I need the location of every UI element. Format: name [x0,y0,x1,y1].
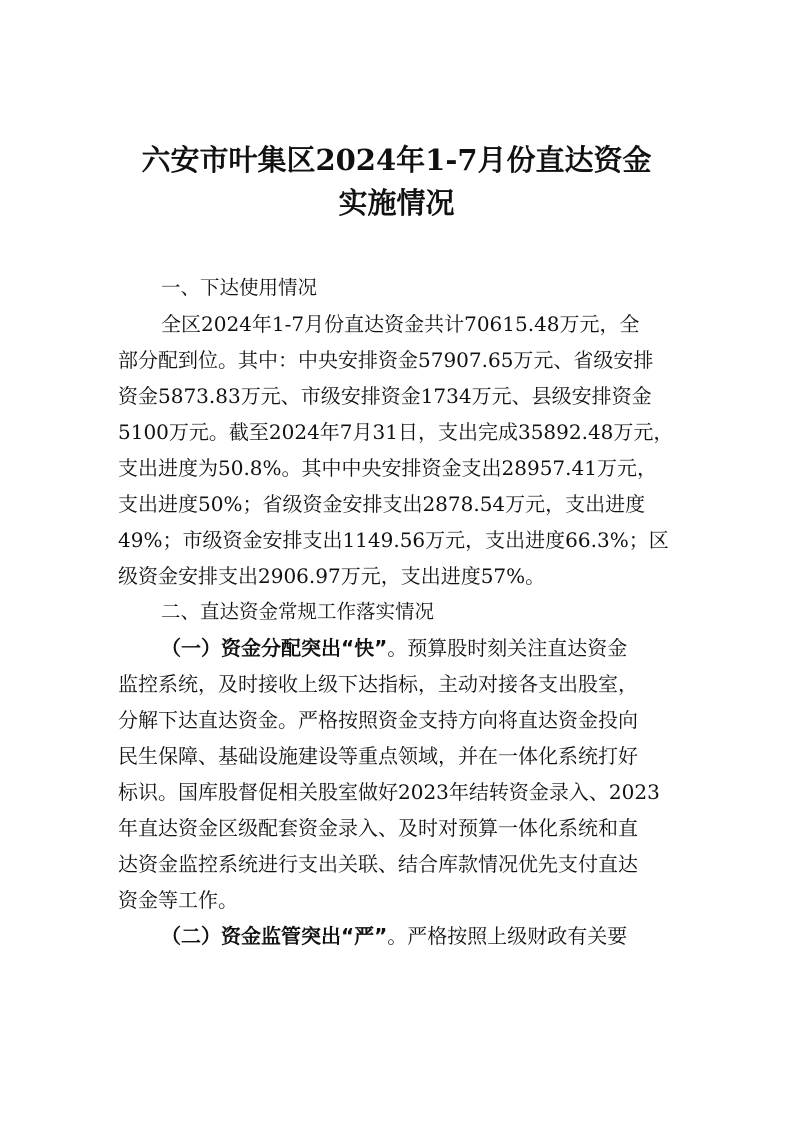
paragraph-1-line: 年直达资金区级配套资金录入、及时对预算一体化系统和直 [118,816,638,840]
paragraph-1-line: 达资金监控系统进行支出关联、结合库款情况优先支付直达 [118,852,638,876]
paragraph-1-line: 监控系统，及时接收上级下达指标，主动对接各支出股室， [118,672,638,696]
paragraph-2-lead-rest: 。严格按照上级财政有关要 [387,924,628,948]
paragraph-2-first-line [118,918,688,954]
paragraph-1-lead-rest: 。预算股时刻关注直达资金 [387,636,628,660]
document-title-line-2: 实施情况 [338,186,455,220]
section-1-line: 部分配到位。其中：中央安排资金57907.65万元、省级安排 [118,348,654,372]
paragraph-1-line: 资金等工作。 [118,888,238,912]
section-1-line: 级资金安排支出2906.97万元，支出进度57%。 [118,564,546,588]
section-1-line: 5100万元。截至2024年7月31日，支出完成35892.48万元， [118,420,674,444]
paragraph-1-line: 民生保障、基础设施建设等重点领域，并在一体化系统打好 [118,744,638,768]
section-1-line: 49%；市级资金安排支出1149.56万元，支出进度66.3%；区 [118,528,669,552]
document-body [118,270,688,954]
paragraph-1-line: 分解下达直达资金。严格按照资金支持方向将直达资金投向 [118,708,638,732]
paragraph-1-lead: （一）资金分配突出“快” [161,636,388,660]
section-2-heading: 二、直达资金常规工作落实情况 [161,600,435,623]
document-title-line-1: 六安市叶集区2024年1-7月份直达资金 [141,143,652,177]
paragraph-1-line: 标识。国库股督促相关股室做好2023年结转资金录入、2023 [118,780,660,804]
paragraph-1-first-line [118,630,688,666]
section-1-line: 支出进度为50.8%。其中中央安排资金支出28957.41万元， [118,456,657,480]
section-1-line: 全区2024年1-7月份直达资金共计70615.48万元，全 [161,312,640,336]
section-1-heading: 一、下达使用情况 [161,276,318,299]
paragraph-2-lead: （二）资金监管突出“严” [161,924,388,948]
section-1-line: 资金5873.83万元、市级安排资金1734万元、县级安排资金 [118,384,652,408]
section-1-line: 支出进度50%；省级资金安排支出2878.54万元，支出进度 [118,492,646,516]
